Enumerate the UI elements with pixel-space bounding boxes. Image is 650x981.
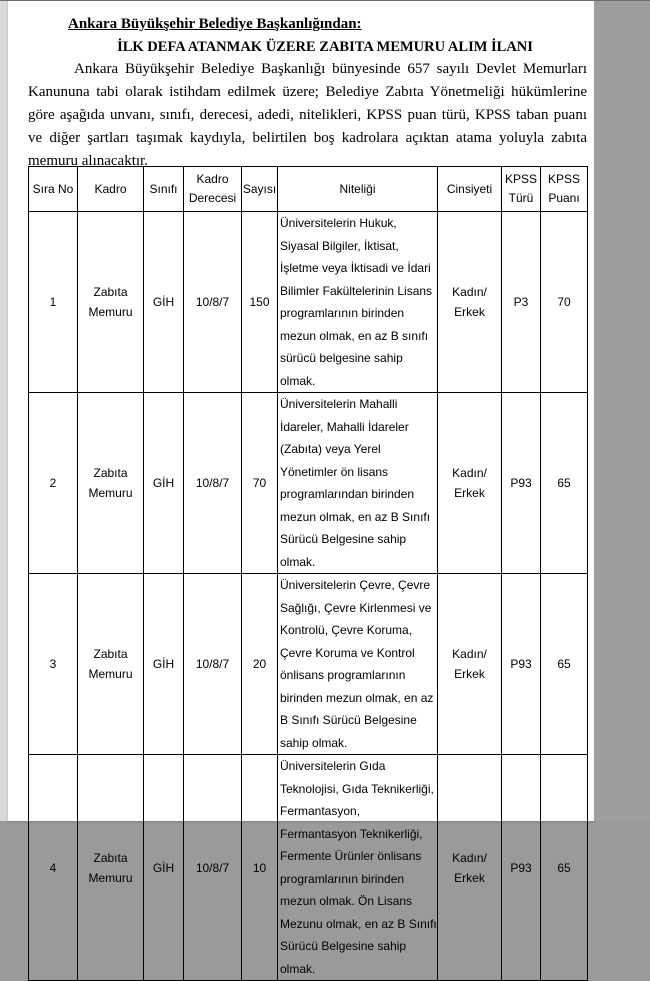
cell-kpss-puani: 65 bbox=[541, 574, 588, 755]
cell-kpss-turu: P93 bbox=[502, 393, 541, 574]
table-row bbox=[29, 393, 588, 574]
table-row bbox=[29, 212, 588, 393]
announcement-title: İLK DEFA ATANMAK ÜZERE ZABITA MEMURU ALIM İLANI bbox=[117, 39, 533, 55]
cell-kpss-turu: P93 bbox=[502, 755, 541, 981]
cell-sinifi: GİH bbox=[144, 574, 184, 755]
cell-sayisi: 20 bbox=[242, 574, 278, 755]
cell-kpss-turu: P3 bbox=[502, 212, 541, 393]
col-header-niteligi: Niteliği bbox=[278, 167, 438, 212]
col-header-sayisi: Sayısı bbox=[242, 167, 278, 212]
cell-sira-no: 4 bbox=[29, 755, 78, 981]
cell-sayisi: 70 bbox=[242, 393, 278, 574]
cell-kadro: Zabıta Memuru bbox=[78, 212, 144, 393]
cell-kadro-derecesi: 10/8/7 bbox=[184, 574, 242, 755]
viewer-left-edge bbox=[0, 0, 8, 821]
col-header-kpss-turu: KPSS Türü bbox=[502, 167, 541, 212]
cell-niteligi: Üniversitelerin Hukuk, Siyasal Bilgiler, İktisat, İşletme veya İktisadi ve İdari Bilimler Fakültelerinin Lisans programlarının birinden mezun olmak, en az B sınıfı sürücü belgesine sahip olmak. bbox=[278, 212, 438, 393]
cell-niteligi: Üniversitelerin Çevre, Çevre Sağlığı, Çevre Kirlenmesi ve Kontrolü, Çevre Koruma, Çevre Koruma ve Kontrol önlisans programlarının birinden mezun olmak, en az B Sınıfı Sürücü Belgesine sahip olmak. bbox=[278, 574, 438, 755]
cell-cinsiyeti: Kadın/ Erkek bbox=[438, 755, 502, 981]
cell-kadro: Zabıta Memuru bbox=[78, 755, 144, 981]
intro-paragraph: Ankara Büyükşehir Belediye Başkanlığı bünyesinde 657 sayılı Devlet Memurları Kanununa tabi olarak istihdam edilmek üzere; Belediye Zabıta Yönetmeliği hükümlerine göre aşağıda unvanı, sınıfı, derecesi, adedi, nitelikleri, KPSS puan türü, KPSS taban puanı ve diğer şartları taşımak kaydıyla, belirtilen boş kadrolara açıktan atama yoluyla zabıta memuru alınacaktır. bbox=[28, 61, 587, 169]
viewer-top-border bbox=[0, 0, 650, 1]
cell-sira-no: 1 bbox=[29, 212, 78, 393]
cell-kpss-puani: 65 bbox=[541, 393, 588, 574]
cell-niteligi: Üniversitelerin Gıda Teknolojisi, Gıda Teknikerliği, Fermantasyon, Fermantasyon Teknikerliği, Fermente Ürünler önlisans programlarının birinden mezun olmak. Ön Lisans Mezunu olmak, en az B Sınıfı Sürücü Belgesine sahip olmak. bbox=[278, 755, 438, 981]
positions-table bbox=[28, 166, 588, 981]
col-header-kpss-puani: KPSS Puanı bbox=[541, 167, 588, 212]
col-header-kadro: Kadro bbox=[78, 167, 144, 212]
col-header-cinsiyeti: Cinsiyeti bbox=[438, 167, 502, 212]
cell-niteligi: Üniversitelerin Mahalli İdareler, Mahalli İdareler (Zabıta) veya Yerel Yönetimler ön lisans programlarından birinden mezun olmak, en az B Sınıfı Sürücü Belgesine sahip olmak. bbox=[278, 393, 438, 574]
col-header-sira-no: Sıra No bbox=[29, 167, 78, 212]
cell-sayisi: 10 bbox=[242, 755, 278, 981]
cell-kpss-puani: 70 bbox=[541, 212, 588, 393]
cell-cinsiyeti: Kadın/ Erkek bbox=[438, 393, 502, 574]
cell-sira-no: 2 bbox=[29, 393, 78, 574]
cell-kadro-derecesi: 10/8/7 bbox=[184, 755, 242, 981]
cell-sinifi: GİH bbox=[144, 755, 184, 981]
table-row bbox=[29, 574, 588, 755]
issuer-heading: Ankara Büyükşehir Belediye Başkanlığından: bbox=[68, 16, 362, 32]
cell-kadro-derecesi: 10/8/7 bbox=[184, 393, 242, 574]
col-header-sinifi: Sınıfı bbox=[144, 167, 184, 212]
cell-kadro-derecesi: 10/8/7 bbox=[184, 212, 242, 393]
cell-sinifi: GİH bbox=[144, 393, 184, 574]
cell-sira-no: 3 bbox=[29, 574, 78, 755]
viewer-background bbox=[594, 0, 650, 821]
table-header-row bbox=[29, 167, 588, 212]
cell-kpss-turu: P93 bbox=[502, 574, 541, 755]
cell-kadro: Zabıta Memuru bbox=[78, 574, 144, 755]
col-header-kadro-derecesi: Kadro Derecesi bbox=[184, 167, 242, 212]
cell-sinifi: GİH bbox=[144, 212, 184, 393]
cell-cinsiyeti: Kadın/ Erkek bbox=[438, 212, 502, 393]
table-row bbox=[29, 755, 588, 981]
cell-cinsiyeti: Kadın/ Erkek bbox=[438, 574, 502, 755]
cell-kadro: Zabıta Memuru bbox=[78, 393, 144, 574]
cell-sayisi: 150 bbox=[242, 212, 278, 393]
cell-kpss-puani: 65 bbox=[541, 755, 588, 981]
